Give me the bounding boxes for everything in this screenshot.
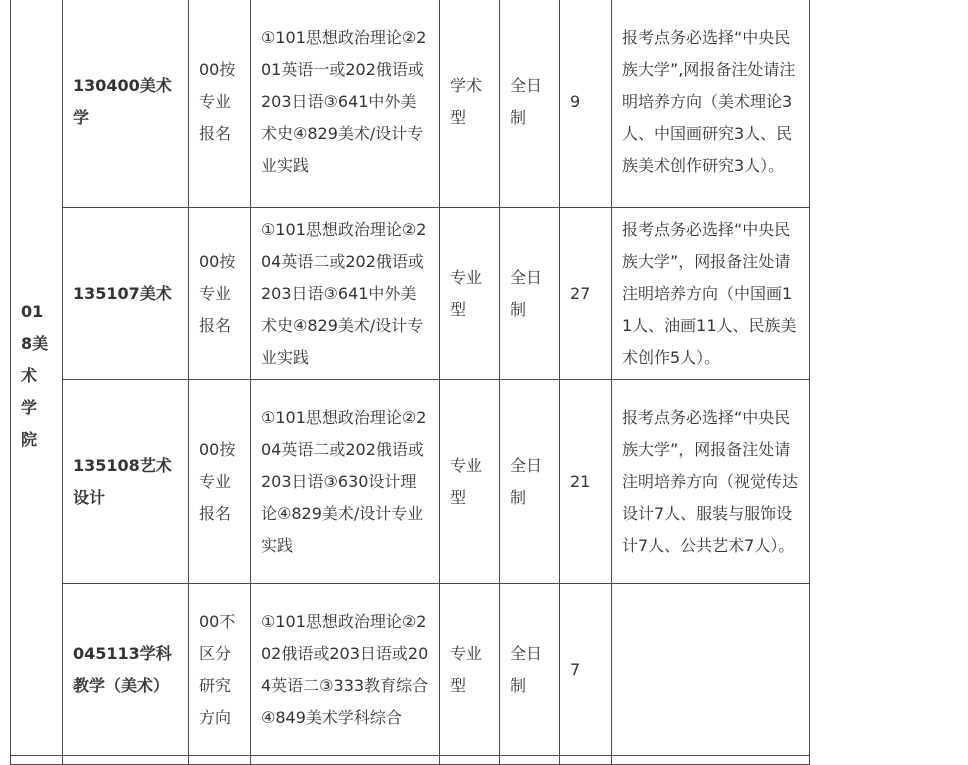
department-cell: 018美术学院 [11, 0, 63, 756]
major-cell: 135107美术 [63, 208, 189, 380]
table-row-next [11, 756, 810, 765]
note-cell: 报考点务必选择“中央民族大学”，网报备注处请注明培养方向（中国画11人、油画11人、民族美术创作5人）。 [612, 208, 810, 380]
subjects-cell: ①101思想政治理论②201英语一或202俄语或203日语③641中外美术史④829美术/设计专业实践 [251, 0, 440, 208]
plan-cell: 27 [560, 208, 612, 380]
direction-cell: 00不区分研究方向 [189, 584, 251, 756]
subjects-cell: ①101思想政治理论②202俄语或203日语或204英语二③333教育综合④849美术学科综合 [251, 584, 440, 756]
major-cell: 130400美术学 [63, 0, 189, 208]
table-row [11, 380, 810, 584]
direction-cell: 00按专业报名 [189, 208, 251, 380]
plan-cell: 7 [560, 584, 612, 756]
mode-cell: 全日制 [500, 584, 560, 756]
type-cell: 学术型 [440, 0, 500, 208]
mode-cell: 全日制 [500, 0, 560, 208]
stub-cell [63, 756, 189, 765]
direction-cell: 00按专业报名 [189, 0, 251, 208]
stub-cell [500, 756, 560, 765]
plan-cell: 21 [560, 380, 612, 584]
note-cell [612, 584, 810, 756]
subjects-cell: ①101思想政治理论②204英语二或202俄语或203日语③641中外美术史④829美术/设计专业实践 [251, 208, 440, 380]
stub-cell [560, 756, 612, 765]
type-cell: 专业型 [440, 208, 500, 380]
stub-cell [251, 756, 440, 765]
note-cell: 报考点务必选择“中央民族大学”，网报备注处请注明培养方向（视觉传达设计7人、服装与服饰设计7人、公共艺术7人）。 [612, 380, 810, 584]
table-row [11, 0, 810, 208]
table-row [11, 208, 810, 380]
subjects-cell: ①101思想政治理论②204英语二或202俄语或203日语③630设计理论④829美术/设计专业实践 [251, 380, 440, 584]
stub-cell [612, 756, 810, 765]
note-cell: 报考点务必选择“中央民族大学”,网报备注处请注明培养方向（美术理论3人、中国画研究3人、民族美术创作研究3人）。 [612, 0, 810, 208]
stub-cell [11, 756, 63, 765]
direction-cell: 00按专业报名 [189, 380, 251, 584]
mode-cell: 全日制 [500, 208, 560, 380]
plan-cell: 9 [560, 0, 612, 208]
major-cell: 135108艺术设计 [63, 380, 189, 584]
mode-cell: 全日制 [500, 380, 560, 584]
table-row [11, 584, 810, 756]
major-cell: 045113学科教学（美术） [63, 584, 189, 756]
type-cell: 专业型 [440, 380, 500, 584]
admissions-table [10, 0, 810, 765]
stub-cell [440, 756, 500, 765]
stub-cell [189, 756, 251, 765]
type-cell: 专业型 [440, 584, 500, 756]
